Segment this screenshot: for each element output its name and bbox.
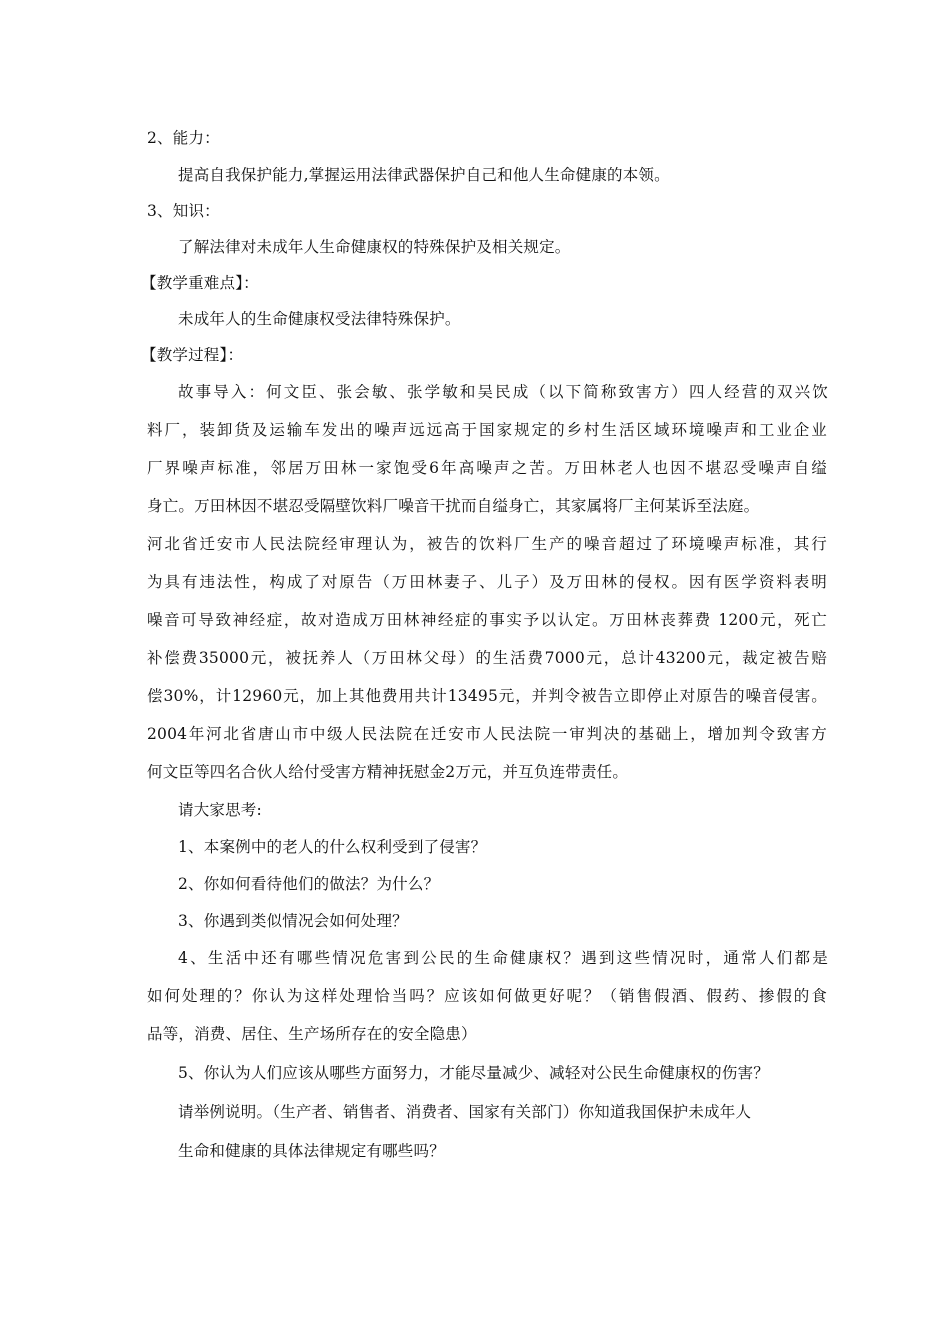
story-line: 料厂，装卸货及运输车发出的噪声远远高于国家规定的乡村生活区域环境噪声和工业企业: [147, 421, 827, 439]
question-5-line: 生命和健康的具体法律规定有哪些吗？: [178, 1142, 445, 1160]
ability-heading: 2、能力：: [147, 129, 220, 147]
question-4-line: 品等，消费、居住、生产场所存在的安全隐患）: [147, 1025, 477, 1043]
story-line: 何文臣等四名合伙人给付受害方精神抚慰金2万元，并互负连带责任。: [147, 763, 629, 781]
process-heading: 【教学过程】：: [141, 346, 244, 364]
question-4-line: 如何处理的？你认为这样处理恰当吗？应该如何做更好呢？（销售假酒、假药、掺假的食: [147, 987, 827, 1005]
question-4-line: 4、生活中还有哪些情况危害到公民的生命健康权？遇到这些情况时，通常人们都是: [178, 949, 828, 967]
story-line: 补偿费35000元，被抚养人（万田林父母）的生活费7000元，总计43200元，裁定被告赔: [147, 649, 827, 667]
story-line: 为具有违法性，构成了对原告（万田林妻子、儿子）及万田林的侵权。因有医学资料表明: [147, 573, 827, 591]
story-line: 故事导入：何文臣、张会敏、张学敏和吴民成（以下简称致害方）四人经营的双兴饮: [178, 383, 828, 401]
story-line: 偿30%，计12960元，加上其他费用共计13495元，并判令被告立即停止对原告的噪音侵害。: [147, 687, 827, 705]
question-5-line: 5、你认为人们应该从哪些方面努力，才能尽量减少、减轻对公民生命健康权的伤害？: [178, 1064, 769, 1082]
knowledge-text: 了解法律对未成年人生命健康权的特殊保护及相关规定。: [178, 238, 571, 256]
question-1: 1、本案例中的老人的什么权利受到了侵害？: [178, 838, 487, 856]
story-line: 身亡。万田林因不堪忍受隔壁饮料厂噪音干扰而自缢身亡，其家属将厂主何某诉至法庭。: [147, 497, 760, 515]
story-line: 噪音可导致神经症，故对造成万田林神经症的事实予以认定。万田林丧葬费 1200元，死亡: [147, 611, 827, 629]
knowledge-heading: 3、知识：: [147, 202, 220, 220]
story-line: 2004年河北省唐山市中级人民法院在迁安市人民法院一审判决的基础上，增加判令致害方: [147, 725, 827, 743]
question-5-line: 请举例说明。（生产者、销售者、消费者、国家有关部门）你知道我国保护未成年人: [178, 1103, 752, 1121]
question-3: 3、你遇到类似情况会如何处理？: [178, 912, 408, 930]
story-line: 厂界噪声标准，邻居万田林一家饱受6年高噪声之苦。万田林老人也因不堪忍受噪声自缢: [147, 459, 827, 477]
think-heading: 请大家思考:: [178, 801, 262, 819]
question-2: 2、你如何看待他们的做法？为什么？: [178, 875, 440, 893]
ability-text: 提高自我保护能力,掌握运用法律武器保护自己和他人生命健康的本领。: [178, 166, 670, 184]
story-line: 河北省迁安市人民法院经审理认为，被告的饮料厂生产的噪音超过了环境噪声标准，其行: [147, 535, 827, 553]
key-points-text: 未成年人的生命健康权受法律特殊保护。: [178, 310, 461, 328]
key-points-heading: 【教学重难点】：: [141, 274, 259, 292]
